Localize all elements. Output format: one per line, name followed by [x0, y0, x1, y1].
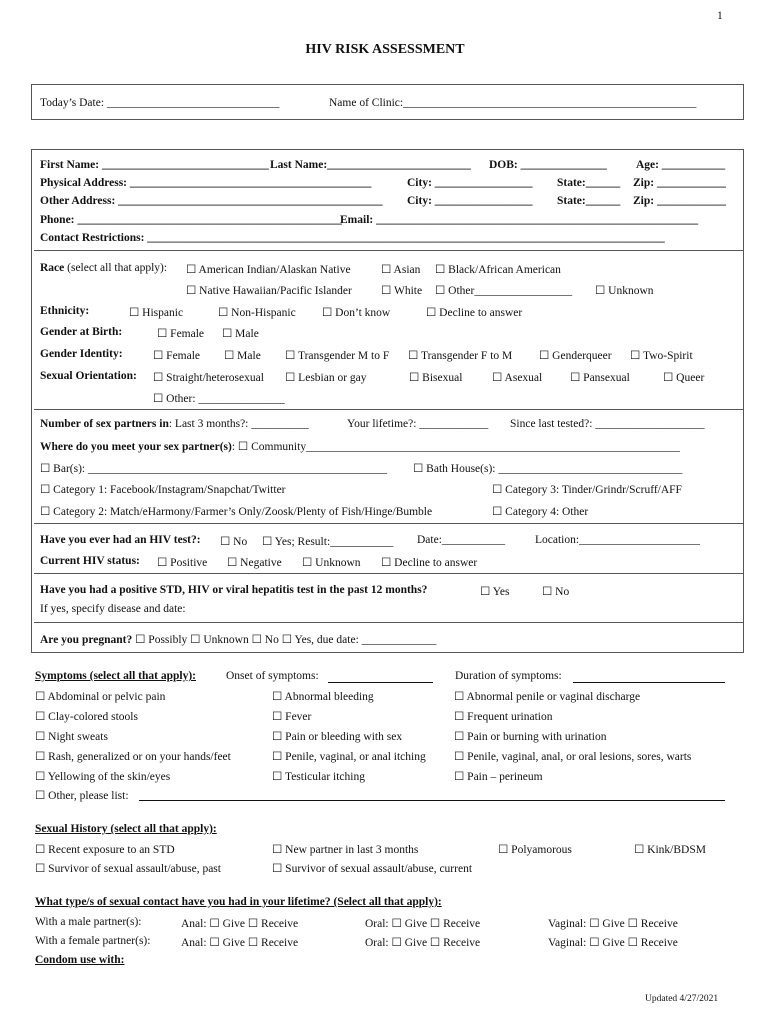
symptom-checkbox[interactable]: ☐ Clay-colored stools: [35, 711, 138, 723]
other-city-field[interactable]: City: _________________: [407, 195, 533, 207]
first-name-field[interactable]: First Name: _____________________________: [40, 159, 269, 171]
race-unknown-checkbox[interactable]: ☐ Unknown: [595, 285, 654, 297]
gi-trans-ftm-checkbox[interactable]: ☐ Transgender F to M: [408, 350, 513, 362]
divider: [34, 573, 743, 574]
meet-partners-label: Where do you meet your sex partner(s): [40, 441, 232, 453]
phone-field[interactable]: Phone: ______________________________________________: [40, 214, 342, 226]
page-number: 1: [717, 10, 723, 22]
symptom-checkbox[interactable]: ☐ Pain – perineum: [454, 771, 543, 783]
gi-male-checkbox[interactable]: ☐ Male: [224, 350, 261, 362]
page-title: HIV RISK ASSESSMENT: [305, 42, 465, 57]
last-name-field[interactable]: Last Name:_________________________: [270, 159, 471, 171]
race-native-hawaiian-checkbox[interactable]: ☐ Native Hawaiian/Pacific Islander: [186, 285, 352, 297]
so-straight-checkbox[interactable]: ☐ Straight/heterosexual: [153, 372, 264, 384]
meet-community-checkbox[interactable]: : ☐ Community_________________________________________________________________: [231, 441, 680, 453]
race-row: [40, 262, 167, 274]
contact-oral-options[interactable]: Oral: ☐ Give ☐ Receive: [365, 918, 481, 930]
symptom-checkbox[interactable]: ☐ Pain or burning with urination: [454, 731, 607, 743]
meet-partners-row: [40, 439, 680, 453]
hiv-status-unknown-checkbox[interactable]: ☐ Unknown: [302, 557, 361, 569]
partners-lifetime-field[interactable]: Your lifetime?: ____________: [347, 418, 489, 430]
gi-trans-mtf-checkbox[interactable]: ☐ Transgender M to F: [285, 350, 390, 362]
symptom-checkbox[interactable]: ☐ Yellowing of the skin/eyes: [35, 771, 171, 783]
symptom-onset-label: Onset of symptoms:: [226, 670, 319, 682]
symptom-checkbox[interactable]: ☐ Fever: [272, 711, 312, 723]
symptom-checkbox[interactable]: ☐ Pain or bleeding with sex: [272, 731, 403, 743]
symptom-checkbox[interactable]: ☐ Rash, generalized or on your hands/feet: [35, 751, 231, 763]
gab-male-checkbox[interactable]: ☐ Male: [222, 328, 259, 340]
condom-use-header: Condom use with:: [35, 954, 125, 966]
symptom-onset-line[interactable]: [328, 682, 433, 683]
contact-partner-label: With a female partner(s):: [35, 935, 151, 947]
other-address-field[interactable]: Other Address: ______________________________________________: [40, 195, 383, 207]
other-zip-field[interactable]: Zip: ____________: [633, 195, 726, 207]
history-checkbox[interactable]: ☐ Recent exposure to an STD: [35, 844, 175, 856]
history-checkbox[interactable]: ☐ New partner in last 3 months: [272, 844, 419, 856]
so-lesbian-gay-checkbox[interactable]: ☐ Lesbian or gay: [285, 372, 367, 384]
history-checkbox[interactable]: ☐ Polyamorous: [498, 844, 572, 856]
history-checkbox[interactable]: ☐ Survivor of sexual assault/abuse, current: [272, 863, 473, 875]
symptom-other-checkbox[interactable]: ☐ Other, please list:: [35, 790, 129, 802]
hiv-test-date-field[interactable]: Date:___________: [417, 534, 506, 546]
hiv-test-no-checkbox[interactable]: ☐ No: [220, 536, 248, 548]
other-state-field[interactable]: State:______: [557, 195, 621, 207]
so-asexual-checkbox[interactable]: ☐ Asexual: [492, 372, 543, 384]
hiv-status-positive-checkbox[interactable]: ☐ Positive: [157, 557, 208, 569]
symptom-checkbox[interactable]: ☐ Penile, vaginal, anal, or oral lesions, sores, warts: [454, 751, 692, 763]
partners-3mo-field[interactable]: : Last 3 months?: __________: [168, 418, 309, 430]
gi-female-checkbox[interactable]: ☐ Female: [153, 350, 201, 362]
ethnicity-hispanic-checkbox[interactable]: ☐ Hispanic: [129, 307, 184, 319]
hiv-status-label: Current HIV status:: [40, 555, 140, 567]
race-american-indian-checkbox[interactable]: ☐ American Indian/Alaskan Native: [186, 264, 351, 276]
gab-female-checkbox[interactable]: ☐ Female: [157, 328, 205, 340]
sexual-history-header: Sexual History (select all that apply):: [35, 823, 217, 835]
hiv-test-label: Have you ever had an HIV test?:: [40, 534, 201, 546]
contact-oral-options[interactable]: Oral: ☐ Give ☐ Receive: [365, 937, 481, 949]
pregnancy-label: Are you pregnant?: [40, 634, 133, 646]
partners-since-test-field[interactable]: Since last tested?: ___________________: [510, 418, 705, 430]
gi-two-spirit-checkbox[interactable]: ☐ Two-Spirit: [630, 350, 693, 362]
contact-anal-options[interactable]: Anal: ☐ Give ☐ Receive: [181, 918, 299, 930]
race-label: Race: [40, 262, 65, 274]
hiv-status-negative-checkbox[interactable]: ☐ Negative: [227, 557, 282, 569]
symptom-checkbox[interactable]: ☐ Abnormal penile or vaginal discharge: [454, 691, 641, 703]
todays-date-field[interactable]: Today’s Date: ______________________________: [40, 97, 280, 109]
symptom-duration-line[interactable]: [573, 682, 725, 683]
dob-field[interactable]: DOB: _______________: [489, 159, 607, 171]
physical-state-field[interactable]: State:______: [557, 177, 621, 189]
meet-bars-checkbox[interactable]: ☐ Bar(s): ____________________________________________________: [40, 463, 387, 475]
updated-date: Updated 4/27/2021: [645, 994, 719, 1004]
partner-count-label: Number of sex partners in: [40, 418, 169, 430]
so-other-checkbox[interactable]: ☐ Other: _______________: [153, 393, 285, 405]
ethnicity-decline-checkbox[interactable]: ☐ Decline to answer: [426, 307, 523, 319]
history-checkbox[interactable]: ☐ Survivor of sexual assault/abuse, past: [35, 863, 221, 875]
clinic-name-field[interactable]: Name of Clinic:___________________________________________________: [329, 97, 697, 109]
symptom-checkbox[interactable]: ☐ Abdominal or pelvic pain: [35, 691, 166, 703]
pregnancy-row: [40, 632, 436, 646]
contact-partner-label: With a male partner(s):: [35, 916, 142, 928]
contact-restrictions-field[interactable]: Contact Restrictions: __________________________________________________________________________________________: [40, 232, 665, 244]
divider: [34, 622, 743, 623]
partner-count-row: [40, 418, 309, 430]
symptom-checkbox[interactable]: ☐ Abnormal bleeding: [272, 691, 374, 703]
so-queer-checkbox[interactable]: ☐ Queer: [663, 372, 705, 384]
race-note: (select all that apply):: [64, 262, 168, 274]
symptoms-header: Symptoms (select all that apply):: [35, 670, 196, 682]
symptom-checkbox[interactable]: ☐ Testicular itching: [272, 771, 365, 783]
age-field[interactable]: Age: ___________: [636, 159, 726, 171]
race-other-checkbox[interactable]: ☐ Other_________________: [435, 285, 573, 297]
pregnancy-options[interactable]: ☐ Possibly ☐ Unknown ☐ No ☐ Yes, due date: _____________: [132, 634, 437, 646]
contact-vaginal-options[interactable]: Vaginal: ☐ Give ☐ Receive: [548, 937, 678, 949]
race-asian-checkbox[interactable]: ☐ Asian: [381, 264, 421, 276]
meet-category4-checkbox[interactable]: ☐ Category 4: Other: [492, 506, 589, 518]
meet-category1-checkbox[interactable]: ☐ Category 1: Facebook/Instagram/Snapchat/Twitter: [40, 484, 286, 496]
gi-genderqueer-checkbox[interactable]: ☐ Genderqueer: [539, 350, 612, 362]
divider: [34, 523, 743, 524]
sexual-orientation-label: Sexual Orientation:: [40, 370, 137, 382]
contact-type-header: What type/s of sexual contact have you had in your lifetime? (Select all that apply):: [35, 896, 442, 908]
symptom-duration-label: Duration of symptoms:: [455, 670, 562, 682]
gender-identity-label: Gender Identity:: [40, 348, 123, 360]
race-black-checkbox[interactable]: ☐ Black/African American: [435, 264, 561, 276]
gender-at-birth-label: Gender at Birth:: [40, 326, 123, 338]
symptom-checkbox[interactable]: ☐ Penile, vaginal, or anal itching: [272, 751, 426, 763]
std-no-checkbox[interactable]: ☐ No: [542, 586, 570, 598]
divider: [34, 409, 743, 410]
std-specify-field[interactable]: If yes, specify disease and date:: [40, 603, 186, 615]
symptom-checkbox[interactable]: ☐ Night sweats: [35, 731, 108, 743]
ethnicity-label: Ethnicity:: [40, 305, 90, 317]
so-pansexual-checkbox[interactable]: ☐ Pansexual: [570, 372, 630, 384]
history-checkbox[interactable]: ☐ Kink/BDSM: [634, 844, 706, 856]
contact-vaginal-options[interactable]: Vaginal: ☐ Give ☐ Receive: [548, 918, 678, 930]
meet-category2-checkbox[interactable]: ☐ Category 2: Match/eHarmony/Farmer’s Only/Zoosk/Plenty of Fish/Hinge/Bumble: [40, 506, 433, 518]
physical-address-field[interactable]: Physical Address: __________________________________________: [40, 177, 372, 189]
std-yes-checkbox[interactable]: ☐ Yes: [480, 586, 510, 598]
symptom-checkbox[interactable]: ☐ Frequent urination: [454, 711, 553, 723]
contact-anal-options[interactable]: Anal: ☐ Give ☐ Receive: [181, 937, 299, 949]
hiv-test-yes-checkbox[interactable]: ☐ Yes; Result:___________: [262, 536, 394, 548]
physical-zip-field[interactable]: Zip: ____________: [633, 177, 726, 189]
physical-city-field[interactable]: City: _________________: [407, 177, 533, 189]
symptom-other-line[interactable]: [139, 800, 725, 801]
so-bisexual-checkbox[interactable]: ☐ Bisexual: [409, 372, 463, 384]
hiv-test-location-field[interactable]: Location:_____________________: [535, 534, 700, 546]
std-question: Have you had a positive STD, HIV or viral hepatitis test in the past 12 months?: [40, 584, 428, 596]
divider: [34, 250, 743, 251]
meet-category3-checkbox[interactable]: ☐ Category 3: Tinder/Grindr/Scruff/AFF: [492, 484, 682, 496]
hiv-status-decline-checkbox[interactable]: ☐ Decline to answer: [381, 557, 478, 569]
ethnicity-dont-know-checkbox[interactable]: ☐ Don’t know: [322, 307, 391, 319]
race-white-checkbox[interactable]: ☐ White: [381, 285, 423, 297]
ethnicity-non-hispanic-checkbox[interactable]: ☐ Non-Hispanic: [218, 307, 296, 319]
email-field[interactable]: Email: ________________________________________________________: [340, 214, 699, 226]
meet-bath-house-checkbox[interactable]: ☐ Bath House(s): ________________________________: [413, 463, 683, 475]
